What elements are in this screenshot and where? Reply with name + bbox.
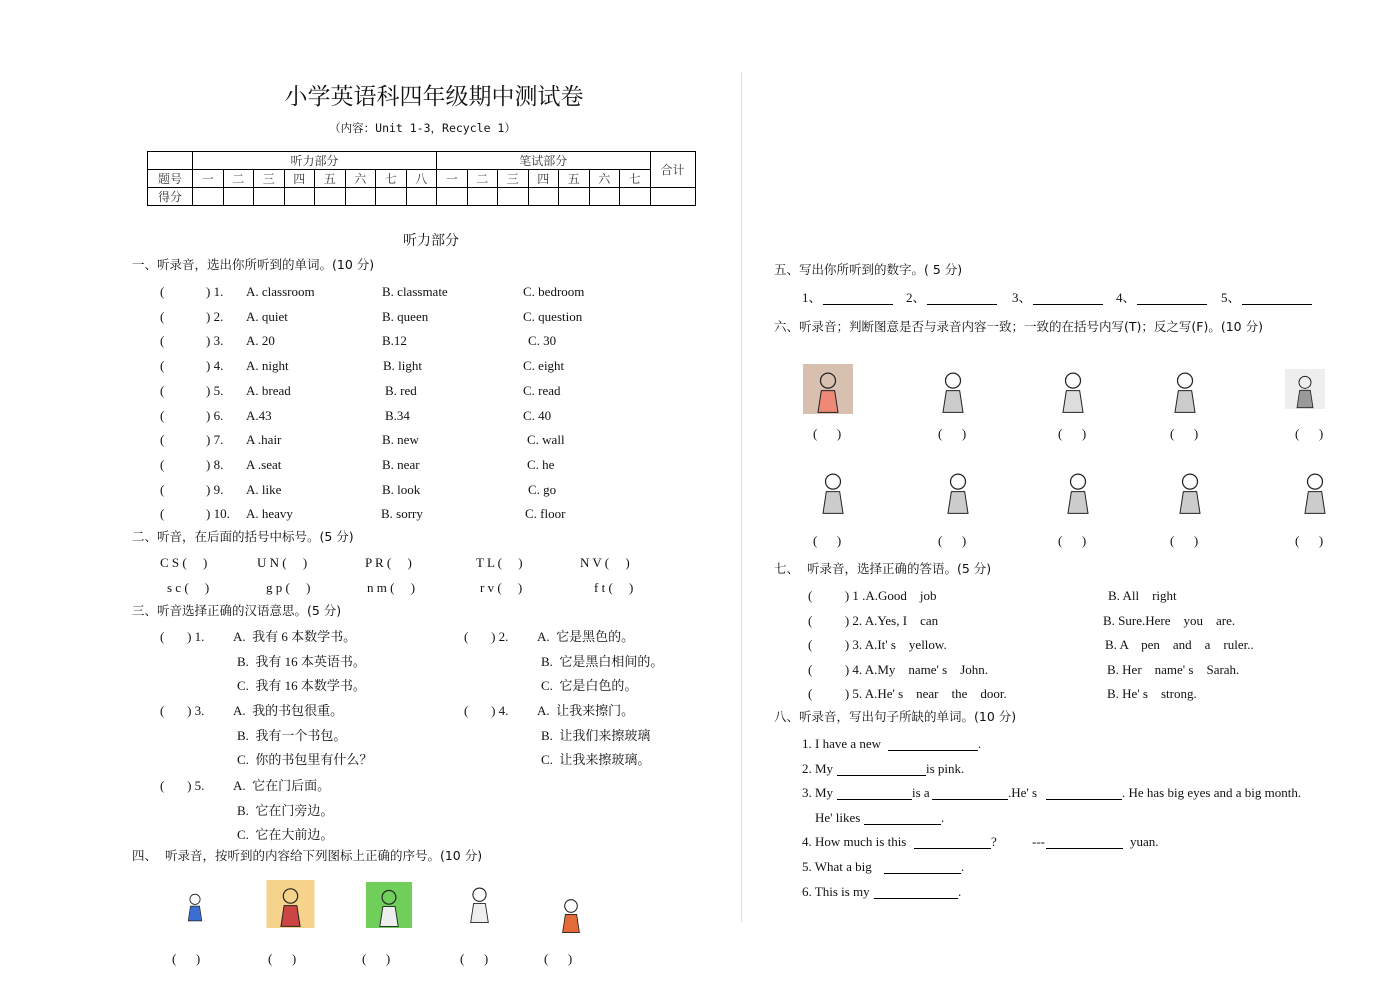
item-number: ( ) 5. [160,778,205,793]
item-number: ) 8. [206,456,224,472]
option-c: C. 30 [528,333,557,349]
score-cell[interactable] [315,188,346,206]
question-number-cell: 一 [193,170,224,188]
answer-paren: ( [160,481,165,497]
option-b: B. A pen and a ruler.. [1105,637,1254,653]
s4-1-picture [263,880,318,928]
score-cell[interactable] [254,188,285,206]
question-number-cell: 二 [223,170,254,188]
option-b: B. classmate [382,284,448,299]
item-number: ) 6. [206,407,224,423]
option-b: B. red [385,382,417,398]
section-6-title: 六、听录音；判断图意是否与录音内容一致；一致的在括号内写(T)；反之写(F)。(10 分) [774,319,1263,334]
score-cell[interactable] [284,188,315,206]
sentence-text: 1. I have a new [802,736,882,751]
score-cell[interactable] [589,188,620,206]
answer-paren: ( [160,456,165,472]
s4-3-picture [452,880,507,924]
section-5-title: 五、写出你所听到的数字。( 5 分) [774,262,963,277]
answer-paren[interactable]: ( ) [1170,426,1199,441]
option-b: B. light [383,358,423,374]
item-number: ( ) 2. [464,629,509,644]
listening-section-title: 听力部分 [403,233,459,249]
option-c: C. 40 [523,407,552,423]
question-number-cell: 四 [284,170,315,188]
number-label: 1、 [802,290,822,305]
sentence-text: 2. My [802,761,834,776]
item-number: ) 10. [206,506,230,522]
answer-blank[interactable] [874,886,958,899]
option-b: B. look [382,481,421,497]
option-c: C. 它在大前边。 [237,827,334,842]
letter-pair-item: g p ( ) [266,580,311,595]
option-b: B.34 [385,407,410,423]
question-option-a: ( ) 2. A.Yes, I can [808,612,939,628]
question-number-cell: 五 [315,170,346,188]
option-c: C. question [523,308,583,324]
number-label: 3、 [1012,290,1032,305]
section-8-title: 八、听录音，写出句子所缺的单词。(10 分) [774,709,1017,724]
option-a: A. night [246,358,289,374]
option-c: C. wall [527,432,565,448]
answer-paren[interactable]: ( ) [460,951,489,966]
option-a: A. quiet [246,308,288,324]
sentence-text: is a [912,785,930,800]
section-1-title: 一、听录音，选出你所听到的单词。(10 分) [132,257,375,272]
question-number-cell: 三 [498,170,529,188]
score-cell[interactable] [376,188,407,206]
option-b: B. 让我们来擦玻璃 [541,727,651,743]
page-subtitle: （内容：Unit 1-3，Recycle 1） [329,121,516,135]
option-a: A. like [246,481,282,497]
option-b: B. 我有一个书包。 [237,727,347,743]
option-c: C. read [523,382,561,398]
answer-blank[interactable] [1242,292,1312,305]
s6-4-picture [1285,360,1325,418]
answer-paren[interactable]: ( ) [1295,533,1324,548]
item-number: ) 4. [206,358,224,374]
sentence-text: 3. My [802,785,834,800]
answer-blank[interactable] [837,787,912,800]
item-number: ) 7. [206,432,224,448]
option-c: C. 让我来擦玻璃。 [541,752,651,767]
sentence-text: He' likes [815,810,861,825]
score-table-corner [148,152,193,170]
question-option-a: ( ) 4. A.My name' s John. [808,661,989,677]
score-cell[interactable] [193,188,224,206]
letter-pair-item: T L ( ) [476,555,523,570]
answer-paren[interactable]: ( ) [938,426,967,441]
question-number-cell: 五 [559,170,590,188]
sentence-text: .He' s [1008,785,1038,800]
answer-paren[interactable]: ( ) [268,951,297,966]
section-2-title: 二、听音，在后面的括号中标号。(5 分) [132,529,354,544]
letter-pair-item: s c ( ) [167,580,210,595]
item-number: ) 1. [206,284,224,299]
sentence-text: . [958,884,962,899]
section-4-title: 四、 听录音，按听到的内容给下列图标上正确的序号。(10 分) [132,848,483,863]
option-b: B. 它是黑白相间的。 [541,653,664,669]
score-cell[interactable] [467,188,498,206]
answer-blank[interactable] [1046,787,1122,800]
letter-pair-item: f t ( ) [594,580,634,595]
letter-pair-item: P R ( ) [365,555,412,570]
question-option-a: ( ) 1 .A.Good job [808,588,937,603]
answer-blank[interactable] [1137,292,1207,305]
option-c: C. 它是白色的。 [541,678,638,693]
answer-paren[interactable]: ( ) [938,533,967,548]
letter-pair-item: C S ( ) [160,555,208,570]
option-b: B. He' s strong. [1107,686,1197,702]
s6-1-picture [928,360,978,418]
score-cell[interactable] [559,188,590,206]
item-number: ) 9. [206,481,224,497]
sentence-text: . He has big eyes and a big month. [1122,785,1302,800]
option-c: C. go [528,481,557,497]
answer-paren[interactable]: ( ) [172,951,201,966]
option-b: B. sorry [381,506,423,522]
option-b: B. new [382,432,419,448]
option-b: B. near [382,456,420,472]
answer-blank[interactable] [884,861,961,874]
s6-2-picture [1048,360,1098,418]
section-3-title: 三、听音选择正确的汉语意思。(5 分) [132,603,342,618]
s4-4-picture [550,888,592,938]
sentence-text: . [978,736,982,751]
item-number: ) 3. [206,333,224,349]
question-number-cell: 七 [376,170,407,188]
option-b: B. All right [1108,588,1177,603]
total-header: 合计 [650,152,695,188]
item-number: ( ) 3. [160,703,205,718]
sentence-text: yuan. [1130,834,1159,849]
option-a: A. 它是黑色的。 [537,629,635,644]
answer-blank[interactable] [914,836,991,849]
answer-paren[interactable]: ( ) [1058,533,1087,548]
s6-0-picture [803,360,853,418]
score-cell[interactable] [528,188,559,206]
letter-pair-item: n m ( ) [367,580,416,595]
answer-blank[interactable] [823,292,893,305]
answer-blank[interactable] [1033,292,1103,305]
option-a: A.43 [246,407,272,423]
answer-paren: ( [160,432,165,448]
number-label: 2、 [906,290,926,305]
score-cell[interactable] [406,188,437,206]
letter-pair-item: N V ( ) [580,555,630,570]
option-c: C. eight [523,358,565,374]
answer-blank[interactable] [927,292,997,305]
s6-7-picture [1053,462,1103,518]
option-c: C. bedroom [523,284,585,299]
answer-blank[interactable] [1046,836,1123,849]
option-b: B.12 [382,333,407,349]
answer-blank[interactable] [888,738,978,751]
option-a: A. classroom [246,284,315,299]
sentence-text: . [941,810,945,825]
question-number-cell: 一 [437,170,468,188]
s6-9-picture [1290,462,1340,518]
answer-paren: ( [160,506,165,522]
sentence-text: ? [991,834,997,849]
answer-paren[interactable]: ( ) [1058,426,1087,441]
option-a: A. 我有 6 本数学书。 [233,629,357,644]
s6-5-picture [808,462,858,518]
item-number: ) 2. [206,308,224,324]
question-number-cell: 三 [254,170,285,188]
option-a: A .hair [246,432,282,448]
item-number: ) 5. [206,382,224,398]
s6-3-picture [1160,360,1210,418]
option-c: C. he [527,456,555,472]
option-b: B. Sure.Here you are. [1103,612,1236,628]
answer-blank[interactable] [932,787,1008,800]
answer-paren[interactable]: ( ) [362,951,391,966]
sentence-text: 4. How much is this [802,834,907,849]
question-number-cell: 四 [528,170,559,188]
question-number-cell: 二 [467,170,498,188]
answer-paren[interactable]: ( ) [813,426,842,441]
answer-paren: ( [160,308,165,324]
letter-pair-item: U N ( ) [257,555,308,570]
option-b: B. 它在门旁边。 [237,802,334,818]
item-number: ( ) 1. [160,629,205,644]
question-label: 题号 [148,170,193,188]
score-cell[interactable] [345,188,376,206]
option-c: C. floor [525,506,566,522]
answer-paren: ( [160,407,165,423]
sentence-text: 6. This is my [802,884,870,899]
total-score-cell[interactable] [650,188,695,206]
score-cell[interactable] [437,188,468,206]
option-a: A. 我的书包很重。 [233,703,344,718]
question-option-a: ( ) 3. A.It' s yellow. [808,637,947,653]
option-a: A .seat [246,456,282,472]
question-option-a: ( ) 5. A.He' s near the door. [808,686,1007,702]
s4-2-picture [360,882,418,928]
option-a: A. heavy [246,506,293,522]
option-a: A. 20 [246,333,275,349]
page-title: 小学英语科四年级期中测试卷 [284,84,584,110]
question-number-cell: 七 [620,170,651,188]
option-b: B. queen [382,308,429,324]
score-label: 得分 [148,188,193,206]
s6-8-picture [1165,462,1215,518]
sentence-text: . [961,859,965,874]
item-number: ( ) 4. [464,703,509,718]
score-cell[interactable] [223,188,254,206]
sentence-text: --- [1032,834,1045,849]
section-7-title: 七、 听录音，选择正确的答语。(5 分) [774,561,992,576]
option-c: C. 我有 16 本数学书。 [237,678,366,693]
option-a: A. bread [246,382,291,398]
sentence-text: 5. What a big [802,859,872,874]
score-cell[interactable] [498,188,529,206]
answer-blank[interactable] [837,763,926,776]
sentence-text: is pink. [926,761,965,776]
score-cell[interactable] [620,188,651,206]
option-a: A. 它在门后面。 [233,778,331,793]
s4-0-picture [178,885,212,925]
answer-paren: ( [160,284,165,299]
answer-paren: ( [160,382,165,398]
s6-6-picture [933,462,983,518]
listening-header: 听力部分 [193,152,437,170]
answer-paren[interactable]: ( ) [813,533,842,548]
answer-paren[interactable]: ( ) [1295,426,1324,441]
option-c: C. 你的书包里有什么？ [237,752,373,767]
column-divider [741,72,742,922]
answer-paren[interactable]: ( ) [1170,533,1199,548]
answer-paren: ( [160,333,165,349]
answer-paren: ( [160,358,165,374]
number-label: 5、 [1221,290,1241,305]
option-b: B. Her name' s Sarah. [1107,661,1240,677]
number-label: 4、 [1116,290,1136,305]
question-number-cell: 六 [589,170,620,188]
letter-pair-item: r v ( ) [480,580,523,595]
question-number-cell: 八 [406,170,437,188]
answer-blank[interactable] [864,812,941,825]
question-number-cell: 六 [345,170,376,188]
answer-paren[interactable]: ( ) [544,951,573,966]
writing-header: 笔试部分 [437,152,651,170]
score-table [147,151,696,206]
option-b: B. 我有 16 本英语书。 [237,653,366,669]
option-a: A. 让我来擦门。 [537,703,635,718]
